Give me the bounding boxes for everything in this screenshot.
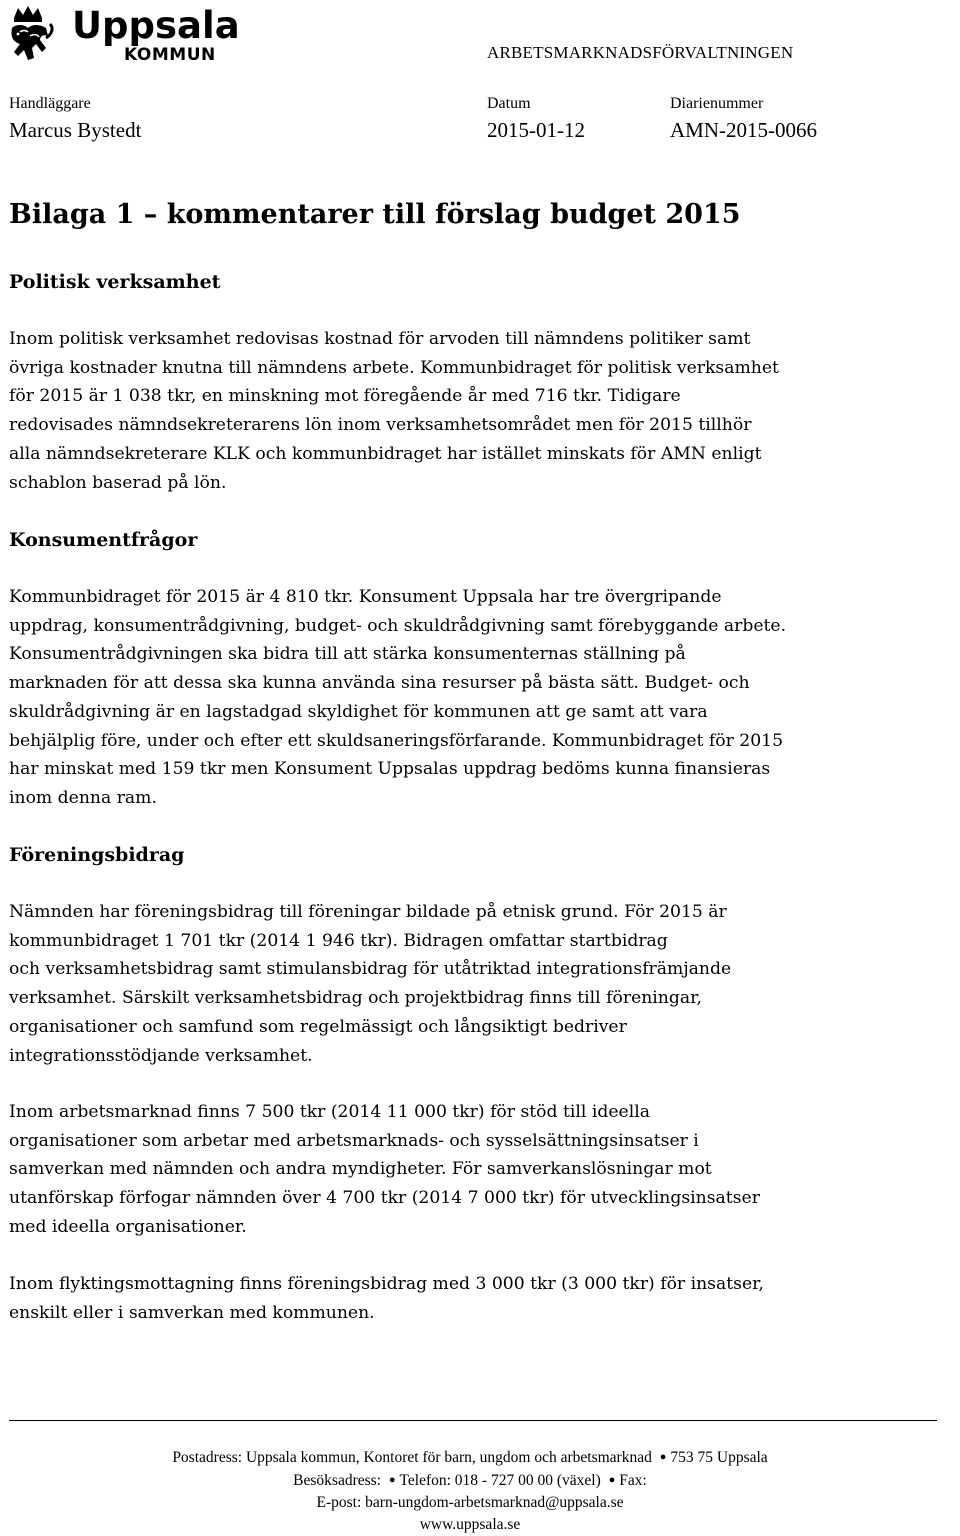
logo-subtitle: KOMMUN [124, 45, 216, 62]
logo-wordmark: Uppsala [72, 4, 240, 47]
footer-visit-line [0, 1469, 940, 1492]
text-line: övriga kostnader knutna till nämndens arbete. Kommunbidraget för politisk verksamhet [9, 357, 779, 378]
text-line: Nämnden har föreningsbidrag till föreningar bildade på etnisk grund. För 2015 är [9, 902, 727, 922]
text-line: Inom politisk verksamhet redovisas kostnad för arvoden till nämndens politiker samt [9, 329, 751, 349]
text-line: Konsumentrådgivningen ska bidra till att stärka konsumenternas ställning på [9, 644, 686, 665]
heading-konsumentfragor: Konsumentfrågor [9, 529, 198, 551]
paragraph-konsumentfragor [9, 583, 944, 813]
text-line: Inom flyktingsmottagning finns föreningsbidrag med 3 000 tkr (3 000 tkr) för insatser, [9, 1274, 764, 1294]
footer-email[interactable]: E-post: barn-ungdom-arbetsmarknad@uppsala.se [316, 1494, 624, 1511]
text-line: kommunbidraget 1 701 tkr (2014 1 946 tkr). Bidragen omfattar startbidrag [9, 930, 668, 951]
meta-diarienummer-label: Diarienummer [670, 95, 764, 112]
bullet-icon: ● [659, 1451, 667, 1463]
text-line: för 2015 är 1 038 tkr, en minskning mot föregående år med 716 tkr. Tidigare [9, 386, 681, 407]
footer-besoksadress-label: Besöksadress: [293, 1472, 381, 1489]
paragraph-foreningsbidrag-3 [9, 1270, 944, 1327]
heading-foreningsbidrag: Föreningsbidrag [9, 844, 185, 866]
meta-diarienummer [670, 94, 817, 144]
paragraph-politisk-verksamhet [9, 325, 944, 497]
text-line: organisationer och samfund som regelmässigt och långsiktigt bedriver [9, 1016, 627, 1037]
meta-diarienummer-value: AMN-2015-0066 [670, 118, 817, 142]
text-line: enskilt eller i samverkan med kommunen. [9, 1302, 375, 1323]
meta-datum [487, 94, 585, 144]
meta-datum-label: Datum [487, 95, 531, 112]
text-line: samverkan med nämnden och andra myndigheter. För samverkanslösningar mot [9, 1159, 712, 1180]
text-line: Inom arbetsmarknad finns 7 500 tkr (2014 11 000 tkr) för stöd till ideella [9, 1102, 650, 1122]
document-title: Bilaga 1 – kommentarer till förslag budget 2015 [9, 199, 741, 230]
text-line: har minskat med 159 tkr men Konsument Uppsalas uppdrag bedöms kunna finansieras [9, 759, 771, 780]
text-line: organisationer som arbetar med arbetsmarknads- och sysselsättningsinsatser i [9, 1130, 699, 1151]
text-line: utanförskap förfogar nämnden över 4 700 tkr (2014 7 000 tkr) för utvecklingsinsatser [9, 1188, 760, 1209]
text-line: med ideella organisationer. [9, 1216, 247, 1237]
text-line: skuldrådgivning är en lagstadgad skyldighet för kommunen att ge samt att vara [9, 701, 708, 722]
meta-handlaggare-value: Marcus Bystedt [9, 118, 142, 142]
meta-handlaggare [9, 94, 141, 144]
footer-fax: Fax: [619, 1472, 647, 1489]
text-line: redovisades nämndsekreterarens lön inom verksamhetsområdet men för 2015 tillhör [9, 415, 752, 436]
paragraph-foreningsbidrag-1 [9, 898, 944, 1070]
meta-handlaggare-label: Handläggare [9, 95, 91, 112]
text-line: uppdrag, konsumentrådgivning, budget- och skuldrådgivning samt förebyggande arbete. [9, 615, 787, 636]
text-line: inom denna ram. [9, 787, 157, 808]
footer [0, 1446, 940, 1536]
footer-website-link[interactable]: www.uppsala.se [419, 1516, 521, 1533]
text-line: verksamhet. Särskilt verksamhetsbidrag och projektbidrag finns till föreningar, [9, 988, 702, 1009]
footer-postadress: Uppsala kommun, Kontoret för barn, ungdom och arbetsmarknad [245, 1449, 652, 1466]
uppsala-coat-of-arms-icon [11, 6, 52, 60]
text-line: schablon baserad på lön. [9, 472, 227, 493]
footer-telefon: Telefon: 018 - 727 00 00 (växel) [399, 1472, 601, 1489]
meta-datum-value: 2015-01-12 [487, 118, 585, 142]
heading-politisk-verksamhet: Politisk verksamhet [9, 271, 221, 293]
paragraph-foreningsbidrag-2 [9, 1098, 944, 1242]
text-line: alla nämndsekreterare KLK och kommunbidraget har istället minskats för AMN enligt [9, 443, 762, 464]
bullet-icon: ● [608, 1474, 616, 1486]
text-line: marknaden för att dessa ska kunna använda sina resurser på bästa sätt. Budget- och [9, 673, 750, 694]
uppsala-kommun-logo [6, 4, 258, 62]
organization-name: ARBETSMARKNADSFÖRVALTNINGEN [487, 43, 794, 62]
text-line: integrationsstödjande verksamhet. [9, 1045, 313, 1066]
footer-divider [9, 1420, 937, 1421]
text-line: och verksamhetsbidrag samt stimulansbidrag för utåtriktad integrationsfrämjande [9, 959, 732, 980]
footer-postadress-label: Postadress: [172, 1449, 243, 1466]
text-line: behjälplig före, under och efter ett skuldsaneringsförfarande. Kommunbidraget för 2015 [9, 730, 784, 751]
text-line: Kommunbidraget för 2015 är 4 810 tkr. Konsument Uppsala har tre övergripande [9, 587, 722, 607]
footer-postnummer: 753 75 Uppsala [670, 1449, 768, 1466]
footer-postal-line [0, 1446, 940, 1469]
bullet-icon: ● [388, 1474, 396, 1486]
